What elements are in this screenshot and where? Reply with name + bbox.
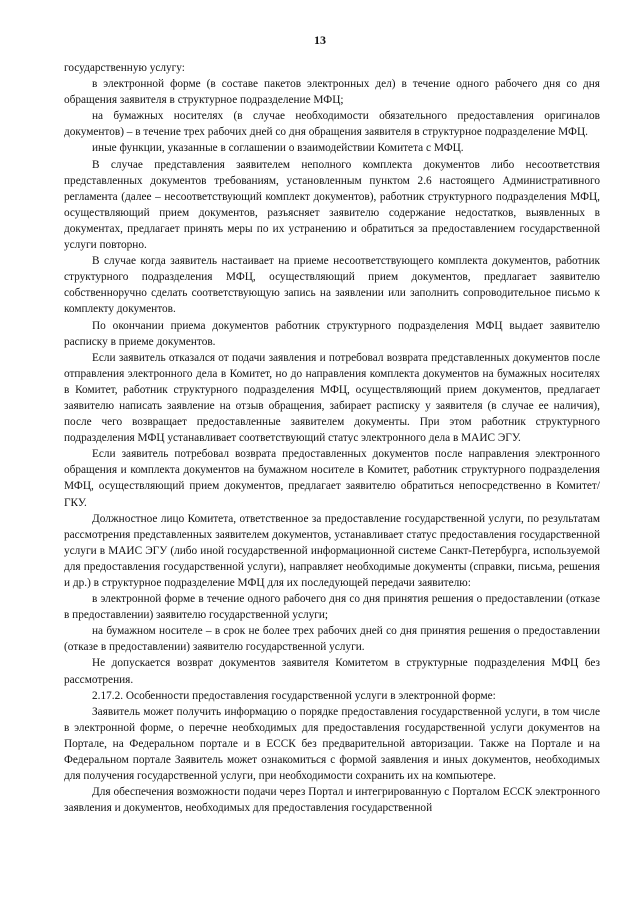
paragraph: иные функции, указанные в соглашении о взаимодействии Комитета с МФЦ.	[92, 142, 464, 155]
paragraph: государственную услугу:	[64, 62, 185, 74]
paragraph: 2.17.2. Особенности предоставления государственной услуги в электронной форме:	[92, 689, 496, 702]
page-number: 13	[314, 33, 326, 47]
paragraph: Если заявитель потребовал возврата предоставленных документов после направления электронного обращения и комплекта документов на бумажном носителе в Комитет, работник структурного подразделения МФЦ, осуществляющий прием документов, предлагает заявителю обратиться непосредственно в Комитет/ГКУ.	[64, 448, 600, 509]
paragraph: В случае когда заявитель настаивает на приеме несоответствующего комплекта документов, работник структурного подразделения МФЦ, осуществляющий прием документов, предлагает заявителю собственноручно сделать соответствующую запись на заявлении или заполнить сопроводительное письмо к комплекту документов.	[64, 255, 600, 316]
paragraph: В случае представления заявителем неполного комплекта документов либо несоответствия представленных документов требованиям, установленным пунктом 2.6 настоящего Административного регламента (далее – несоответствующий комплект документов), работник структурного подразделения МФЦ, осуществляющий прием документов, разъясняет заявителю содержание недостатков, выявленных в документах, предлагает принять меры по их устранению и обратиться за предоставлением государственной услуги повторно.	[64, 158, 600, 252]
paragraph: Должностное лицо Комитета, ответственное за предоставление государственной услуги, по результатам рассмотрения представленных заявителем документов, устанавливает статус предоставления государственной услуги в МАИС ЭГУ (либо иной государственной информационной системе Санкт-Петербурга, используемой для предоставления государственной услуги), направляет необходимые документы (справки, письма, решения и др.) в структурное подразделение МФЦ для их последующей передачи заявителю:	[64, 512, 600, 589]
paragraph: Для обеспечения возможности подачи через Портал и интегрированную с Порталом ЕССК электронного заявления и документов, необходимых для предоставления государственной	[64, 786, 600, 815]
paragraph: на бумажных носителях (в случае необходимости обязательного предоставления оригиналов документов) – в течение трех рабочих дней со дня обращения заявителя в структурное подразделение МФЦ.	[64, 110, 600, 139]
paragraph: Заявитель может получить информацию о порядке предоставления государственной услуги, в том числе в электронной форме, о перечне необходимых для предоставления государственной услуги документов на Портале, на Федеральном портале и в ЕССК без предварительной авторизации. Также на Портале и на Федеральном портале Заявитель может ознакомиться с формой заявления и иных документов, необходимых для получения государственной услуги, при необходимости сохранить их на компьютере.	[64, 705, 600, 783]
paragraph: Если заявитель отказался от подачи заявления и потребовал возврата представленных документов после отправления электронного дела в Комитет, но до направления комплекта документов на бумажных носителях в Комитет, работник структурного подразделения МФЦ, осуществляющий прием документов, предлагает заявителю написать заявление на отзыв обращения, забирает расписку у заявителя (в случае ее наличия), после чего возвращает предоставленные заявителем документы. При этом работник структурного подразделения МФЦ устанавливает соответствующий статус электронного дела в МАИС ЭГУ.	[64, 351, 600, 445]
document-body	[64, 60, 600, 816]
paragraph: в электронной форме в течение одного рабочего дня со дня принятия решения о предоставлении (отказе в предоставлении) заявителю государственной услуги;	[64, 593, 600, 622]
paragraph: Не допускается возврат документов заявителя Комитетом в структурные подразделения МФЦ без рассмотрения.	[64, 657, 600, 686]
paragraph: По окончании приема документов работник структурного подразделения МФЦ выдает заявителю расписку в приеме документов.	[64, 319, 600, 348]
paragraph: на бумажном носителе – в срок не более трех рабочих дней со дня принятия решения о предоставлении (отказе в предоставлении) заявителю государственной услуги.	[64, 625, 600, 654]
paragraph: в электронной форме (в составе пакетов электронных дел) в течение одного рабочего дня со дня обращения заявителя в структурное подразделение МФЦ;	[64, 78, 600, 107]
